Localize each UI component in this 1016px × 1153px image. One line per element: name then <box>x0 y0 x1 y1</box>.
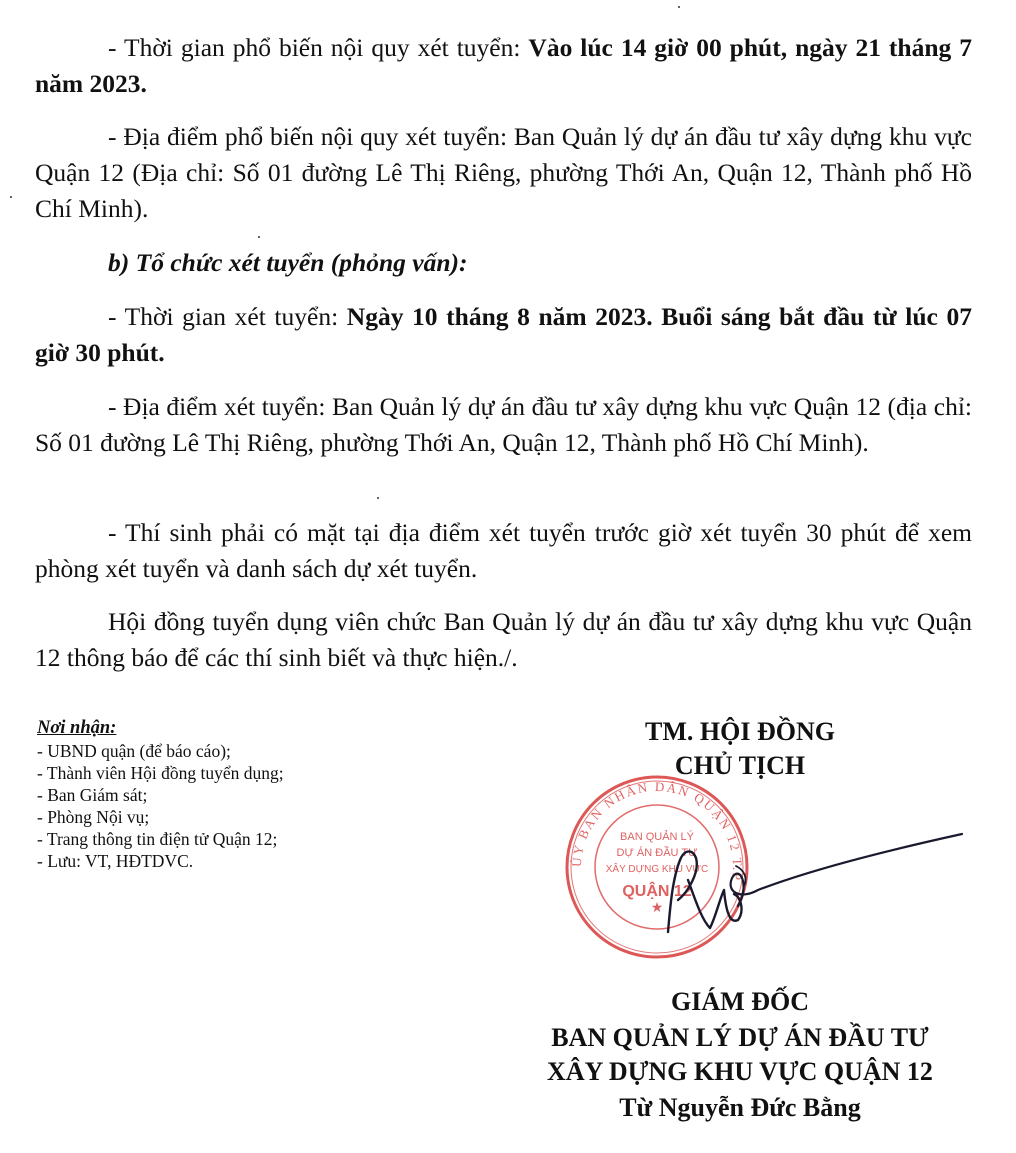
paragraph-interview-time: - Thời gian xét tuyển: Ngày 10 tháng 8 năm 2023. Buổi sáng bắt đầu từ lúc 07 giờ 30 phút. <box>35 302 972 367</box>
stamp-inner-line: DỰ ÁN ĐẦU TƯ <box>616 847 698 859</box>
stamp-inner-line: QUẬN 12 <box>622 883 692 900</box>
paragraph-interview-location: - Địa điểm xét tuyển: Ban Quản lý dự án đầu tư xây dựng khu vực Quận 12 (địa chỉ: Số 01 đường Lê Thị Riêng, phường Thới An, Quận 12, Thành phố Hồ Chí Minh). <box>35 392 972 457</box>
stamp-inner-line: BAN QUẢN LÝ <box>620 831 694 843</box>
section-heading-b: b) Tổ chức xét tuyển (phỏng vấn): <box>108 248 468 277</box>
paragraph-rules-time: - Thời gian phổ biến nội quy xét tuyển: Vào lúc 14 giờ 00 phút, ngày 21 tháng 7 năm 2023. <box>35 33 972 98</box>
recipient-item: - Lưu: VT, HĐTDVC. <box>37 851 194 871</box>
recipients-block <box>37 716 417 872</box>
stamp-ring-text: ỦY BAN NHÂN DÂN QUẬN 12 T.P <box>568 778 746 883</box>
svg-text:★: ★ <box>650 899 664 915</box>
scan-speck <box>377 497 379 499</box>
scan-speck <box>10 196 12 198</box>
signature-title-director: GIÁM ĐỐC <box>671 987 809 1016</box>
signature-title-council: TM. HỘI ĐỒNG <box>645 717 835 746</box>
signer-name: Từ Nguyễn Đức Bằng <box>619 1093 861 1122</box>
handwritten-signature <box>640 820 970 950</box>
scan-speck <box>258 236 260 238</box>
recipient-item: - Trang thông tin điện tử Quận 12; <box>37 829 278 849</box>
recipient-item: - UBND quận (để báo cáo); <box>37 741 231 761</box>
signature-org-line1: BAN QUẢN LÝ DỰ ÁN ĐẦU TƯ <box>551 1023 929 1052</box>
recipient-item: - Ban Giám sát; <box>37 785 148 805</box>
recipients-title: Nơi nhận: <box>37 718 117 738</box>
paragraph-closing: Hội đồng tuyển dụng viên chức Ban Quản lý dự án đầu tư xây dựng khu vực Quận 12 thông báo để các thí sinh biết và thực hiện./. <box>35 607 972 672</box>
scan-speck <box>678 6 680 8</box>
paragraph-candidate-note: - Thí sinh phải có mặt tại địa điểm xét tuyển trước giờ xét tuyển 30 phút để xem phòng xét tuyển và danh sách dự xét tuyển. <box>35 518 972 583</box>
stamp-inner-line: XÂY DỰNG KHU VỰC <box>605 864 709 875</box>
recipient-item: - Thành viên Hội đồng tuyển dụng; <box>37 763 284 783</box>
paragraph-rules-location: - Địa điểm phổ biến nội quy xét tuyển: Ban Quản lý dự án đầu tư xây dựng khu vực Quận 12 (Địa chỉ: Số 01 đường Lê Thị Riêng, phường Thới An, Quận 12, Thành phố Hồ Chí Minh). <box>35 122 972 223</box>
signature-title-chair: CHỦ TỊCH <box>674 751 806 780</box>
signature-org-line2: XÂY DỰNG KHU VỰC QUẬN 12 <box>547 1057 933 1086</box>
recipient-item: - Phòng Nội vụ; <box>37 807 150 827</box>
